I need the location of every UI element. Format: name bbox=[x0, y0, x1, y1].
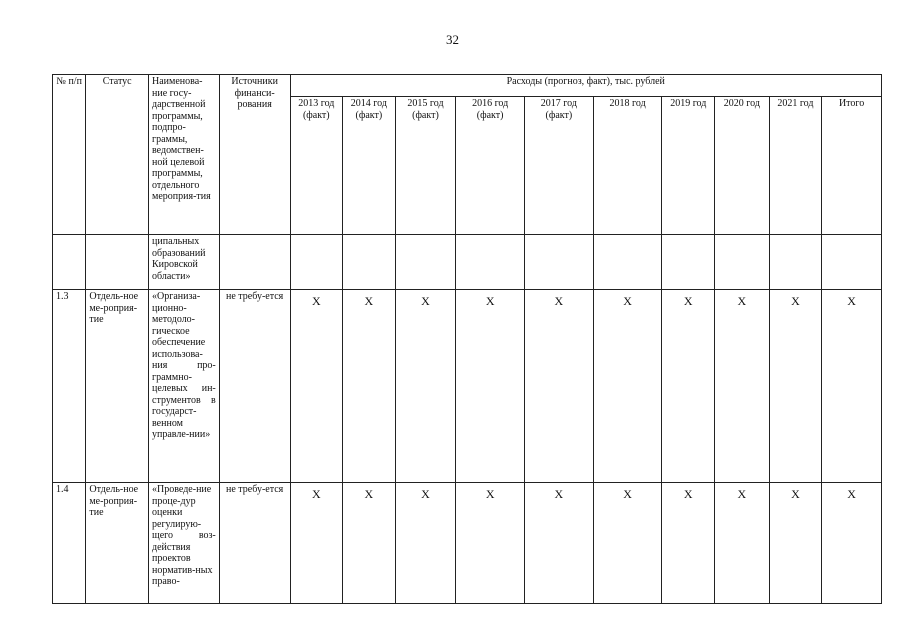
row-num: 1.3 bbox=[53, 290, 86, 483]
header-num: № п/п bbox=[53, 75, 86, 235]
header-year: 2016 год (факт) bbox=[456, 97, 525, 235]
value-cell: X bbox=[456, 290, 525, 483]
header-year: 2013 год (факт) bbox=[290, 97, 343, 235]
value-cell: X bbox=[662, 483, 715, 604]
value-cell: X bbox=[290, 483, 343, 604]
value-cell: X bbox=[456, 483, 525, 604]
header-year: 2017 год (факт) bbox=[525, 97, 594, 235]
total-cell: X bbox=[822, 483, 882, 604]
value-cell: X bbox=[715, 483, 770, 604]
row-source: не требу-ется bbox=[219, 290, 290, 483]
header-year: 2021 год bbox=[769, 97, 822, 235]
total-cell: X bbox=[822, 290, 882, 483]
value-cell: X bbox=[769, 483, 822, 604]
continuation-row bbox=[53, 235, 882, 290]
header-name: Наименова-ние госу-дарственной программы, подпро-граммы, ведомствен-ной целевой программы, отдельного мероприя-тия bbox=[149, 75, 220, 235]
header-status: Статус bbox=[86, 75, 149, 235]
value-cell: X bbox=[343, 290, 396, 483]
table-row bbox=[53, 290, 882, 483]
header-expenses: Расходы (прогноз, факт), тыс. рублей bbox=[290, 75, 881, 97]
header-year: 2020 год bbox=[715, 97, 770, 235]
header-year: 2019 год bbox=[662, 97, 715, 235]
value-cell: X bbox=[290, 290, 343, 483]
value-cell: X bbox=[715, 290, 770, 483]
expenses-table bbox=[52, 74, 882, 604]
empty-cell bbox=[53, 235, 86, 290]
value-cell: X bbox=[769, 290, 822, 483]
value-cell: X bbox=[662, 290, 715, 483]
row-source: не требу-ется bbox=[219, 483, 290, 604]
page-number: 32 bbox=[446, 32, 459, 47]
header-total: Итого bbox=[822, 97, 882, 235]
empty-cell bbox=[219, 235, 290, 290]
row-status: Отдель-ное ме-роприя-тие bbox=[86, 290, 149, 483]
value-cell: X bbox=[395, 483, 456, 604]
value-cell: X bbox=[525, 290, 594, 483]
header-sources: Источники финанси-рования bbox=[219, 75, 290, 235]
empty-cell bbox=[86, 235, 149, 290]
header-year: 2014 год (факт) bbox=[343, 97, 396, 235]
continuation-name: ципальных образований Кировской области» bbox=[149, 235, 220, 290]
row-num: 1.4 bbox=[53, 483, 86, 604]
value-cell: X bbox=[343, 483, 396, 604]
row-status: Отдель-ное ме-роприя-тие bbox=[86, 483, 149, 604]
value-cell: X bbox=[525, 483, 594, 604]
row-name: «Проведе-ние проце-дур оценки регулирую-щего воз-действия проектов норматив-ных право- bbox=[149, 483, 220, 604]
header-year: 2018 год bbox=[593, 97, 662, 235]
value-cell: X bbox=[593, 483, 662, 604]
value-cell: X bbox=[593, 290, 662, 483]
row-name: «Организа-ционно-методоло-гическое обеспечение использова-ния про-граммно-целевых ин-струментов в государст-венном управле-нии» bbox=[149, 290, 220, 483]
header-year: 2015 год (факт) bbox=[395, 97, 456, 235]
table-row bbox=[53, 483, 882, 604]
value-cell: X bbox=[395, 290, 456, 483]
